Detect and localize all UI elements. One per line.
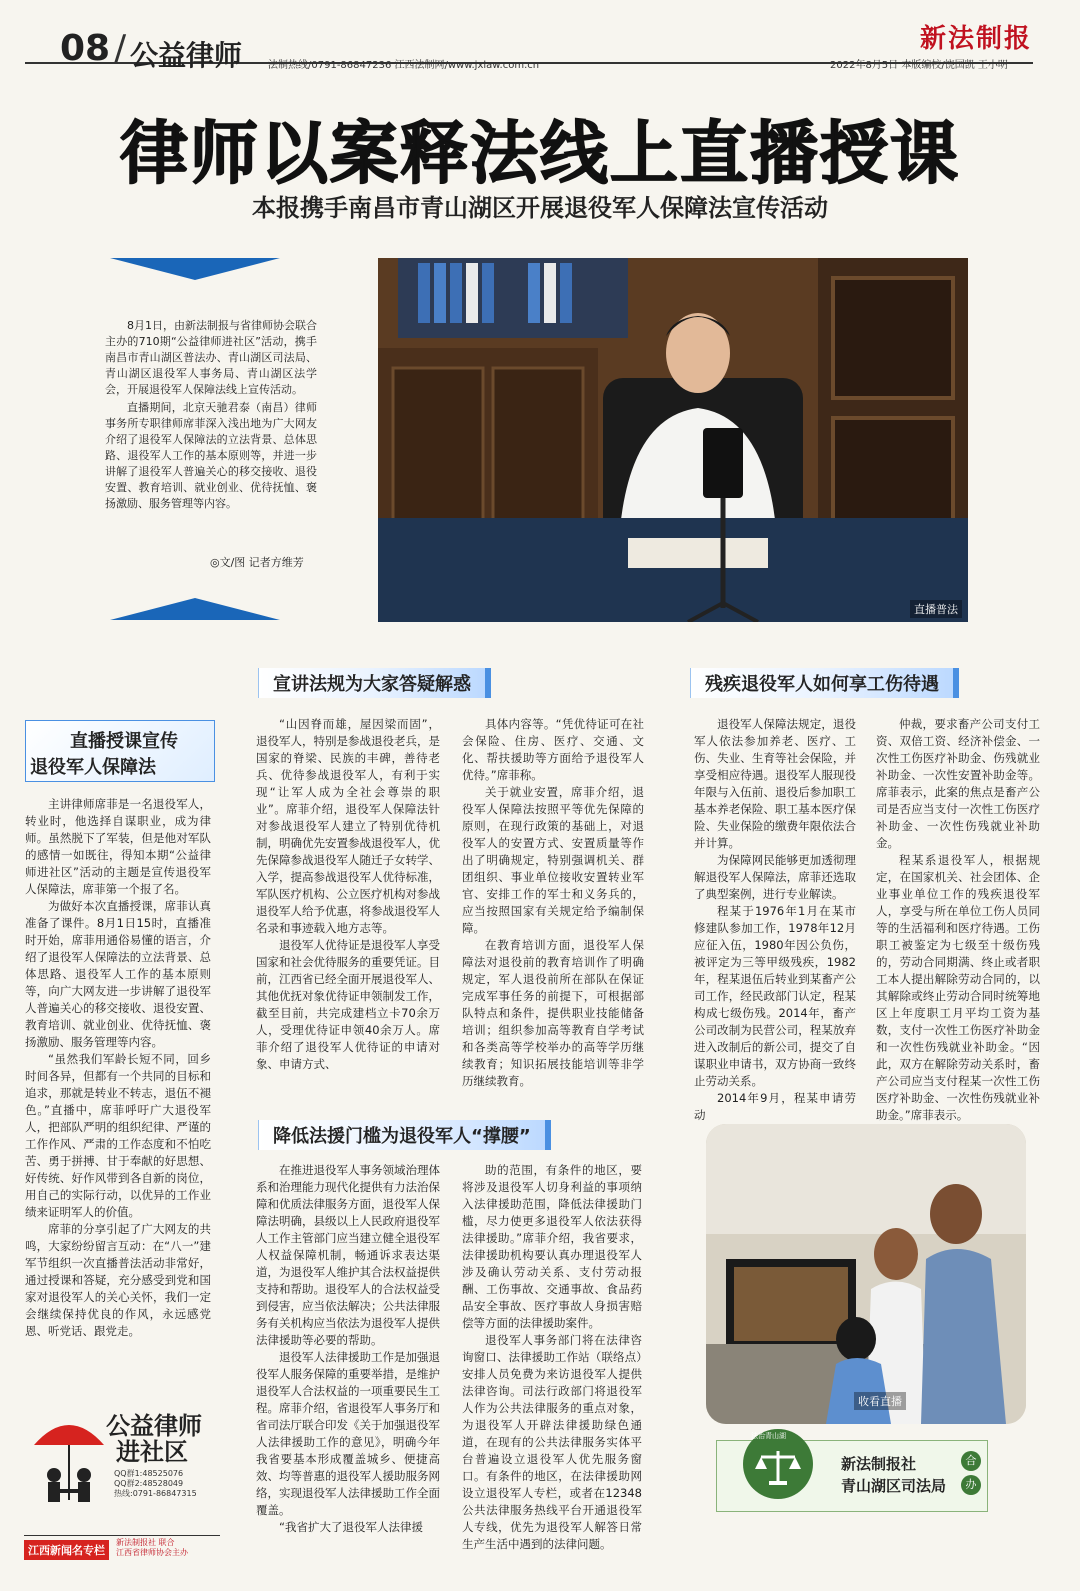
logo-org (116, 1538, 188, 1558)
logo-title-line: 公益律师 (106, 1412, 202, 1440)
article-paragraph: 退役军人事务部门将在法律咨询窗口、法律援助工作站（联络点）安排人员免费为来访退役军人提供法律咨询。司法行政部门将退役军人作为公共法律服务的重点对象，为退役军人开辟法律援助绿色通道，在现有的公共法律服务实体平台普遍设立退役军人优先服务窗口。有条件的地区，在法律援助网设立退役军人专栏，或者在12348公共法律服务热线平台开通退役军人专线，优先为退役军人解答日常生产生活中遇到的法律问题。 (462, 1333, 642, 1551)
badge-ban: 办 (961, 1475, 981, 1495)
article-column-3 (462, 716, 644, 1090)
intro-paragraph: 8月1日，由新法制报与省律师协会联合主办的710期“公益律师进社区”活动，携手南昌市青山湖区普法办、青山湖区司法局、青山湖区退役军人事务局、青山湖区法学会，开展退役军人保障法线上宣传活动。 (105, 319, 317, 396)
logo-hotline: 热线:0791-86847315 (114, 1489, 197, 1498)
coorganizer-logo (716, 1432, 988, 1512)
column-logo (24, 1405, 220, 1570)
header-hotline: 法制热线/0791-86847236 江西法制网/www.jxlaw.com.cn (268, 60, 540, 71)
page-title: 律师以案释法线上直播授课 (119, 115, 960, 194)
heading-line: 退役军人保障法 (30, 757, 156, 778)
article-paragraph: 仲裁，要求畜产公司支付工资、双倍工资、经济补偿金、一次性工伤医疗补助金、伤残就业补助金、一次性安置补助金等。席菲表示，此案的焦点是畜产公司是否应当支付一次性工伤医疗补助金、一次性伤残就业补助金。 (876, 717, 1040, 850)
article-paragraph: 为保障网民能够更加透彻理解退役军人保障法，席菲还选取了典型案例，进行专业解读。 (694, 853, 856, 901)
article-paragraph: 助的范围，有条件的地区，要将涉及退役军人切身利益的事项纳入法律援助范围，降低法律援助门槛，尽力使更多退役军人依法获得法律援助。”席菲介绍，我省要求，法律援助机构要认真办理退役军人涉及确认劳动关系、支付劳动报酬、工伤事故、交通事故、食品药品安全事故、医疗事故人身损害赔偿等方面的法律援助案件。 (462, 1163, 642, 1330)
article-column-7 (462, 1162, 642, 1553)
photo-illustration (378, 258, 968, 622)
article-paragraph: 退役军人优待证是退役军人享受国家和社会优待服务的重要凭证。目前，江西省已经全面开展退役军人、其他优抚对象优待证申领制发工作，截至目前，共完成建档立卡70余万人，受理优待证申领40余万人。席菲介绍了退役军人优待证的申请对象、申请方式、 (256, 938, 440, 1071)
qq-group-2: QQ群2:48528049 (114, 1479, 184, 1488)
article-paragraph: 具体内容等。“凭优待证可在社会保险、住房、医疗、交通、文化、帮扶援助等方面给予退役军人优待。”席菲称。 (462, 717, 644, 782)
photo-caption: 收看直播 (854, 1392, 906, 1410)
page-number: 08 (60, 28, 111, 69)
article-paragraph: 程某于1976年1月在某市修建队参加工作，1978年12月应征入伍，1980年因公负伤，被评定为三等甲级残疾，1982年，程某退伍后转业到某畜产公司工作，经民政部门认定，程某构成七级伤残。2014年，畜产公司改制为民营公司，程某放弃进入改制后的新公司，提交了自谋职业申请书，双方协商一致终止劳动关系。 (694, 904, 856, 1088)
article-column-5 (876, 716, 1040, 1124)
page-subtitle: 本报携手南昌市青山湖区开展退役军人保障法宣传活动 (252, 194, 828, 222)
masthead-logo: 新法制报 (920, 24, 1033, 54)
article-paragraph: 席菲的分享引起了广大网友的共鸣，大家纷纷留言互动：在“八一”建军节组织一次直播普法活动非常好，通过授课和答疑，充分感受到党和国家对退役军人的关心关怀，我们一定会继续保持优良的作风，永远感党恩、听党话、跟党走。 (25, 1222, 211, 1338)
badge-he: 合 (961, 1451, 981, 1471)
column-name: 公益律师 (130, 39, 243, 72)
article-column-1 (25, 796, 211, 1340)
logo-footer (24, 1535, 220, 1566)
header-slash: / (114, 28, 127, 69)
header-date-editor: 2022年8月5日 本版编校/饶国凯 王小明 (830, 60, 1008, 71)
article-paragraph: 程某系退役军人，根据规定，在国家机关、社会团体、企业事业单位工作的残疾退役军人，享受与所在单位工伤人员同等的生活福利和医疗待遇。工伤职工被鉴定为七级至十级伤残的，劳动合同期满、终止或者职工本人提出解除劳动合同的，以其解除或终止劳动合同时统筹地区上年度职工月平均工资为基数，支付一次性工伤医疗补助金和一次性伤残就业补助金。“因此，双方在解除劳动关系时，畜产公司应当支付程某一次性工伤医疗补助金、一次性伤残就业补助金。”席菲表示。 (876, 853, 1040, 1122)
article-paragraph: 退役军人保障法规定，退役军人依法参加养老、医疗、工伤、失业、生育等社会保险，并享受相应待遇。退役军人服现役年限与入伍前、退役后参加职工基本养老保险、职工基本医疗保险、失业保险的缴费年限依法合并计算。 (694, 717, 856, 850)
article-paragraph: “山因脊而雄，屋因梁而固”，退役军人，特别是参战退役老兵，是国家的脊梁、民族的丰碑，善待老兵、优待参战退役军人，有利于实现“让军人成为全社会尊崇的职业”。席菲介绍，退役军人保障法针对参战退役军人建立了特别优待机制，明确优先安置参战退役军人，优先保障参战退役军人随迁子女转学、入学，提高参战退役军人优待标准，军队医疗机构、公立医疗机构对参战退役军人给予优惠，将参战退役军人名录和事迹载入地方志等。 (256, 717, 440, 935)
decor-triangle-top (110, 258, 280, 280)
logo-contact (114, 1469, 197, 1499)
section-heading-injury: 残疾退役军人如何享工伤待遇 (690, 668, 959, 698)
byline: ◎文/图 记者方维芳 (210, 556, 304, 569)
coorganizer-name: 新法制报社 (841, 1455, 917, 1473)
section-heading-legal-aid: 降低法援门槛为退役军人“撑腰” (258, 1120, 551, 1150)
qq-group-1: QQ群1:48525076 (114, 1469, 184, 1478)
logo-title (106, 1413, 202, 1465)
coorganizer-names (841, 1453, 946, 1497)
seal-text: 法治青山湖 (751, 1432, 786, 1440)
article-paragraph: “虽然我们军龄长短不同，回乡时间各异，但都有一个共同的目标和追求，那就是转业不转志，退伍不褪色。”直播中，席菲呼吁广大退役军人，把部队严明的组织纪律、严谨的工作作风、严肃的工作态度和不怕吃苦、勇于拼搏、甘于奉献的好思想、好传统、好作风带到各自新的岗位，用自己的实际行动，以优异的工作业绩来证明军人的价值。 (25, 1052, 211, 1219)
photo-caption: 直播普法 (910, 600, 962, 618)
article-paragraph: 在推进退役军人事务领域治理体系和治理能力现代化提供有力法治保障和优质法律服务方面，退役军人保障法明确，县级以上人民政府退役军人工作主管部门应当建立健全退役军人权益保障机制，畅通诉求表达渠道，为退役军人维护其合法权益提供支持和帮助。退役军人的合法权益受到侵害，应当依法解决；公共法律服务有关机构应当依法为退役军人提供法律援助等必要的帮助。 (256, 1163, 440, 1347)
article-paragraph: 在教育培训方面，退役军人保障法对退役前的教育培训作了明确规定，军人退役前所在部队在保证完成军事任务的前提下，可根据部队特点和条件，提供职业技能储备培训；组织参加高等教育自学考试和各类高等学校举办的高等学历继续教育；知识拓展技能培训等非学历继续教育。 (462, 938, 644, 1088)
photo-illustration (706, 1124, 1026, 1424)
decor-triangle-bottom (110, 598, 280, 620)
article-paragraph: 主讲律师席菲是一名退役军人，转业时，他选择自谋职业，成为律师。虽然脱下了军装，但是他对军队的感情一如既往，得知本期“公益律师进社区”活动的主题是宣传退役军人保障法，席菲第一个报了名。 (25, 797, 211, 896)
section-heading-regulations: 宣讲法规为大家答疑解惑 (258, 668, 491, 698)
intro-text (105, 318, 317, 514)
article-paragraph: 退役军人法律援助工作是加强退役军人服务保障的重要举措，是维护退役军人合法权益的一项重要民生工程。席菲介绍，省退役军人事务厅和省司法厅联合印发《关于加强退役军人法律援助工作的意见》，明确今年我省要基本形成覆盖城乡、便捷高效、均等普惠的退役军人援助服务网络，实现退役军人法律援助工作全面覆盖。 (256, 1350, 440, 1517)
logo-title-line: 进社区 (116, 1438, 188, 1466)
section-heading-livestream (25, 720, 215, 782)
coorganizer-name: 青山湖区司法局 (841, 1477, 947, 1495)
photo-watching-livestream (706, 1124, 1026, 1424)
heading-line: 直播授课宣传 (70, 731, 178, 752)
logo-org-line: 江西省律师协会主办 (116, 1548, 188, 1557)
article-paragraph: 2014年9月，程某申请劳动 (694, 1091, 856, 1122)
seal-icon (743, 1429, 813, 1499)
logo-brand-tag: 江西新闻名专栏 (24, 1540, 109, 1560)
article-column-2 (256, 716, 440, 1073)
article-column-4 (694, 716, 856, 1124)
article-paragraph: 为做好本次直播授课，席菲认真准备了课件。8月1日15时，直播准时开始，席菲用通俗易懂的语言，介绍了退役军人保障法的立法背景、总体思路、退役军人工作的基本原则等，向广大网友进一步讲解了退役军人普遍关心的移交接收、退役安置、教育培训、就业创业、优待抚恤、褒扬激励、服务管理等内容。 (25, 899, 211, 1049)
article-paragraph: 关于就业安置，席菲介绍，退役军人保障法按照平等优先保障的原则，在现行政策的基础上，对退役军人的安置方式、安置质量等作出了明确规定，特别强调机关、群团组织、事业单位接收安置转业军官、安排工作的军士和义务兵的，应当按照国家有关规定给予编制保障。 (462, 785, 644, 935)
intro-paragraph: 直播期间，北京天驰君泰（南昌）律师事务所专职律师席菲深入浅出地为广大网友介绍了退役军人保障法的立法背景、总体思路、退役军人工作的基本原则等，并进一步讲解了退役军人普遍关心的移交接收、退役安置、教育培训、就业创业、优待抚恤、褒扬激励、服务管理等内容。 (105, 401, 317, 510)
logo-org-line: 新法制报社 联合 (116, 1538, 175, 1547)
article-column-6 (256, 1162, 440, 1536)
photo-lawyer-livestream (378, 258, 968, 622)
article-paragraph: “我省扩大了退役军人法律援 (279, 1520, 423, 1534)
